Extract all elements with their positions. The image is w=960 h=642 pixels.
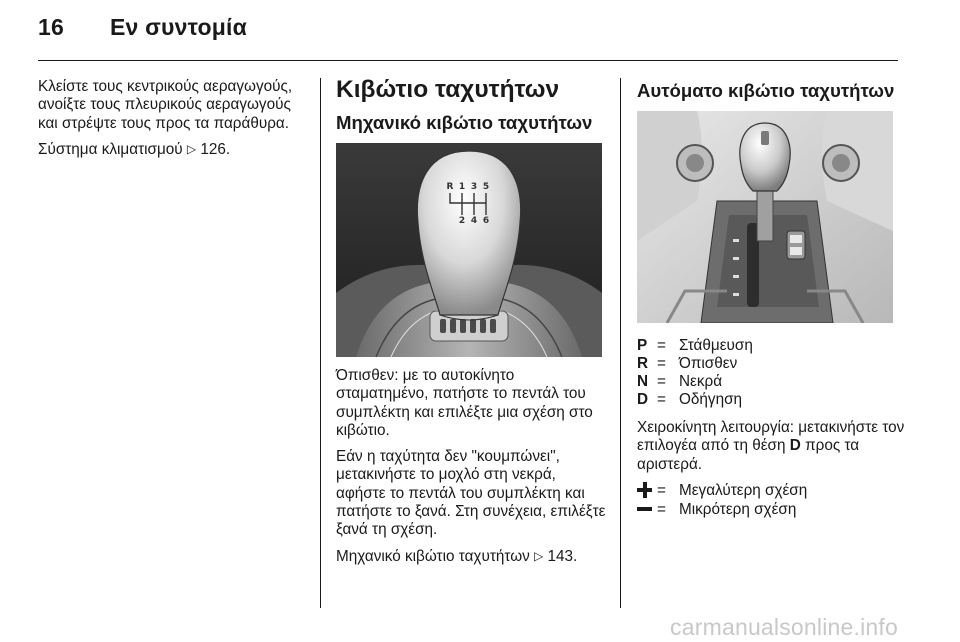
legend-row: = Μικρότερη σχέση [637, 501, 807, 520]
legend-row: = Μεγαλύτερη σχέση [637, 482, 807, 501]
legend-row: P = Στάθμευση [637, 337, 753, 354]
page-header [38, 14, 247, 41]
manual-gear-knob-figure [336, 143, 602, 357]
gear-label-R: R [446, 182, 454, 192]
column-divider-1 [320, 78, 321, 608]
gear-label-3: 3 [470, 182, 478, 192]
page-number: 16 [38, 14, 64, 40]
middle-column [336, 76, 606, 574]
engage-paragraph: Εάν η ταχύτητα δεν "κουμπώνει", μετακινήστε το μοχλό στη νεκρά, αφήστε το πεντάλ του συμπλέκτη και πατήστε το ξανά. Στη συνέχεια, επιλέξτε ξανά τη σχέση. [336, 448, 606, 539]
gear-label-1: 1 [458, 182, 466, 192]
automatic-selector-figure [637, 111, 893, 323]
gear-label-5: 5 [482, 182, 490, 192]
section-heading: Κιβώτιο ταχυτήτων [336, 76, 560, 103]
ventilation-paragraph: Κλείστε τους κεντρικούς αεραγωγούς, ανοίξτε τους πλευρικούς αεραγωγούς και στρέψτε τους προς τα παράθυρα. [38, 78, 293, 132]
position-legend [637, 337, 753, 409]
right-column [637, 80, 907, 530]
header-rule [38, 60, 898, 61]
watermark: carmanualsonline.info [670, 614, 898, 640]
section-subheading: Μηχανικό κιβώτιο ταχυτήτων [336, 112, 593, 133]
legend-row: N = Νεκρά [637, 373, 723, 390]
manual-gearbox-reference: Μηχανικό κιβώτιο ταχυτήτων ▷ 143. [336, 547, 578, 565]
page-title: Εν συντομία [110, 14, 247, 40]
gear-label-4: 4 [470, 216, 478, 226]
manual-mode-key: D [789, 437, 801, 455]
column-divider-2 [620, 78, 621, 608]
reverse-paragraph: Όπισθεν: με το αυτοκίνητο σταματημένο, πατήστε το πεντάλ του συμπλέκτη και επιλέξτε μια σχέση στο κιβώτιο. [336, 367, 593, 439]
minus-icon [637, 501, 653, 517]
climate-reference: Σύστημα κλιματισμού ▷ 126. [38, 140, 231, 158]
plus-icon [637, 482, 653, 498]
page-ref-icon: ▷ [534, 548, 544, 563]
manual-mode-paragraph: Χειροκίνητη λειτουργία: μετακινήστε τον επιλογέα από τη θέση D προς τα αριστερά. [637, 419, 905, 473]
legend-row: D = Οδήγηση [637, 391, 743, 408]
page-ref-icon: ▷ [186, 141, 197, 156]
automatic-heading: Αυτόματο κιβώτιο ταχυτήτων [637, 80, 895, 101]
gear-label-6: 6 [482, 216, 490, 226]
legend-row: R = Όπισθεν [637, 355, 738, 372]
left-column [38, 78, 310, 167]
shift-legend [637, 482, 807, 520]
gear-label-2: 2 [458, 216, 466, 226]
